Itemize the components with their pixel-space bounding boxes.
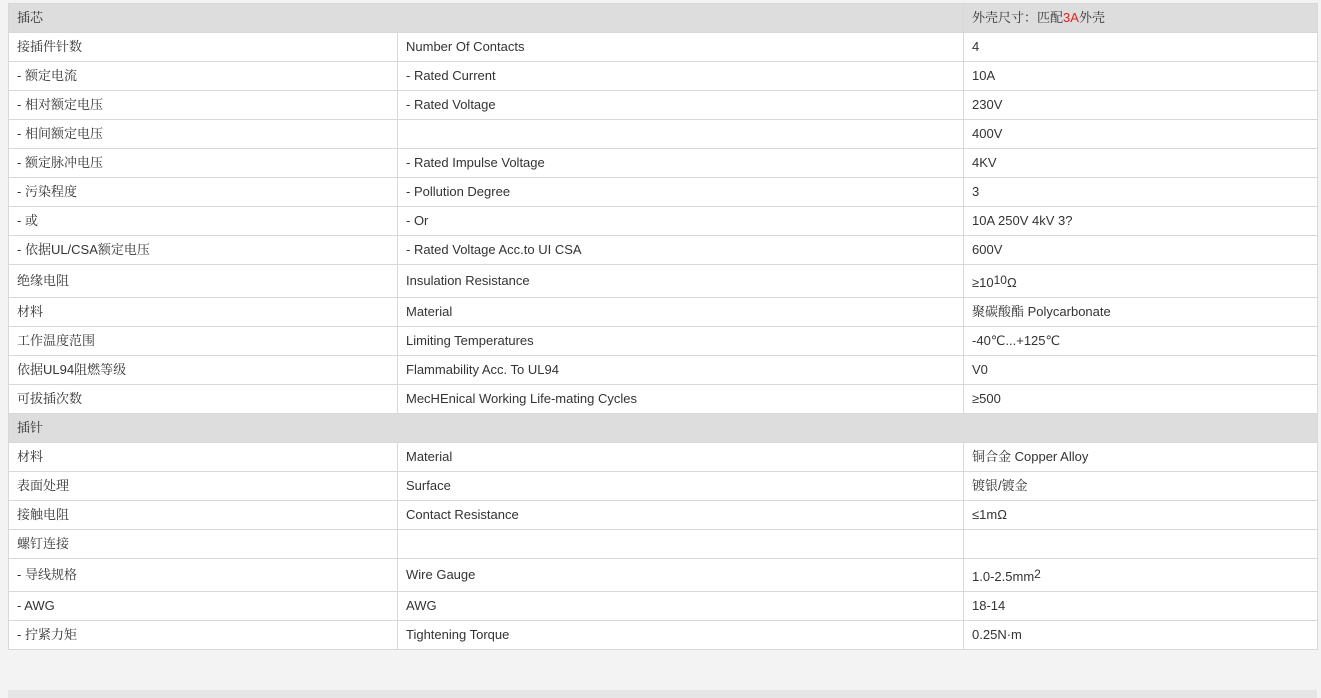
value-base: ≥10 [972,275,994,290]
table-row [9,327,1318,356]
table-row [9,91,1318,120]
value-exponent: 2 [1034,566,1041,581]
value: 4KV [964,149,1318,178]
housing-size-prefix: 外壳尺寸：匹配 [972,10,1064,25]
table-row [9,592,1318,621]
value: 10A 250V 4kV 3? [964,207,1318,236]
cn-label: 螺钉连接 [9,530,398,559]
cn-label: 依据UL94阻燃等级 [9,356,398,385]
cn-label: - 拧紧力矩 [9,621,398,650]
cn-label: - 或 [9,207,398,236]
value: 600V [964,236,1318,265]
cn-label: - 额定脉冲电压 [9,149,398,178]
table-row [9,472,1318,501]
value: 400V [964,120,1318,149]
cn-label: 可拔插次数 [9,385,398,414]
cn-label: 材料 [9,443,398,472]
value [964,265,1318,298]
value: ≥500 [964,385,1318,414]
value: -40℃...+125℃ [964,327,1318,356]
cn-label: 接触电阻 [9,501,398,530]
cn-label: 表面处理 [9,472,398,501]
en-label: - Rated Current [398,62,964,91]
cn-label: 绝缘电阻 [9,265,398,298]
en-label: Flammability Acc. To UL94 [398,356,964,385]
cn-label: 接插件针数 [9,33,398,62]
en-label: - Pollution Degree [398,178,964,207]
bottom-scrollbar-track[interactable] [8,690,1317,698]
table-row [9,356,1318,385]
section-header-pin [9,414,1318,443]
cn-label: 工作温度范围 [9,327,398,356]
value: 镀银/镀金 [964,472,1318,501]
value [964,559,1318,592]
value: 10A [964,62,1318,91]
value: 4 [964,33,1318,62]
table-row [9,385,1318,414]
spec-table [8,3,1318,650]
en-label: Surface [398,472,964,501]
value [964,530,1318,559]
en-label: Contact Resistance [398,501,964,530]
cn-label: - 污染程度 [9,178,398,207]
cn-label: - 相间额定电压 [9,120,398,149]
table-row [9,621,1318,650]
table-row [9,120,1318,149]
section-title: 插针 [9,414,1318,443]
table-row [9,33,1318,62]
table-row [9,178,1318,207]
table-row [9,207,1318,236]
en-label: - Rated Voltage Acc.to UI CSA [398,236,964,265]
en-label: Material [398,298,964,327]
en-label: - Or [398,207,964,236]
value-exponent: 10 [993,272,1007,287]
en-label: Insulation Resistance [398,265,964,298]
en-label: Number Of Contacts [398,33,964,62]
en-label: Tightening Torque [398,621,964,650]
table-row [9,149,1318,178]
table-row [9,265,1318,298]
section-header-core [9,4,1318,33]
value: 3 [964,178,1318,207]
value-unit: Ω [1006,275,1017,290]
housing-size-suffix: 外壳 [1078,10,1105,25]
en-label: AWG [398,592,964,621]
housing-size-cell [964,4,1318,33]
value: 18-14 [964,592,1318,621]
table-row [9,62,1318,91]
en-label [398,120,964,149]
value: ≤1mΩ [964,501,1318,530]
en-label: MecHEnical Working Life-mating Cycles [398,385,964,414]
value: 聚碳酸酯 Polycarbonate [964,298,1318,327]
value: 0.25N·m [964,621,1318,650]
value: 铜合金 Copper Alloy [964,443,1318,472]
section-title: 插芯 [9,4,964,33]
en-label [398,530,964,559]
cn-label: - 额定电流 [9,62,398,91]
value: 230V [964,91,1318,120]
table-row [9,501,1318,530]
table-row [9,559,1318,592]
en-label: Material [398,443,964,472]
cn-label: - AWG [9,592,398,621]
table-row [9,530,1318,559]
cn-label: - 导线规格 [9,559,398,592]
value-base: 1.0-2.5mm [972,569,1035,584]
cn-label: 材料 [9,298,398,327]
en-label: Limiting Temperatures [398,327,964,356]
en-label: - Rated Voltage [398,91,964,120]
housing-size-highlight: 3A [1063,10,1079,25]
en-label: - Rated Impulse Voltage [398,149,964,178]
table-row [9,236,1318,265]
en-label: Wire Gauge [398,559,964,592]
table-row [9,443,1318,472]
value: V0 [964,356,1318,385]
table-row [9,298,1318,327]
cn-label: - 依据UL/CSA额定电压 [9,236,398,265]
cn-label: - 相对额定电压 [9,91,398,120]
